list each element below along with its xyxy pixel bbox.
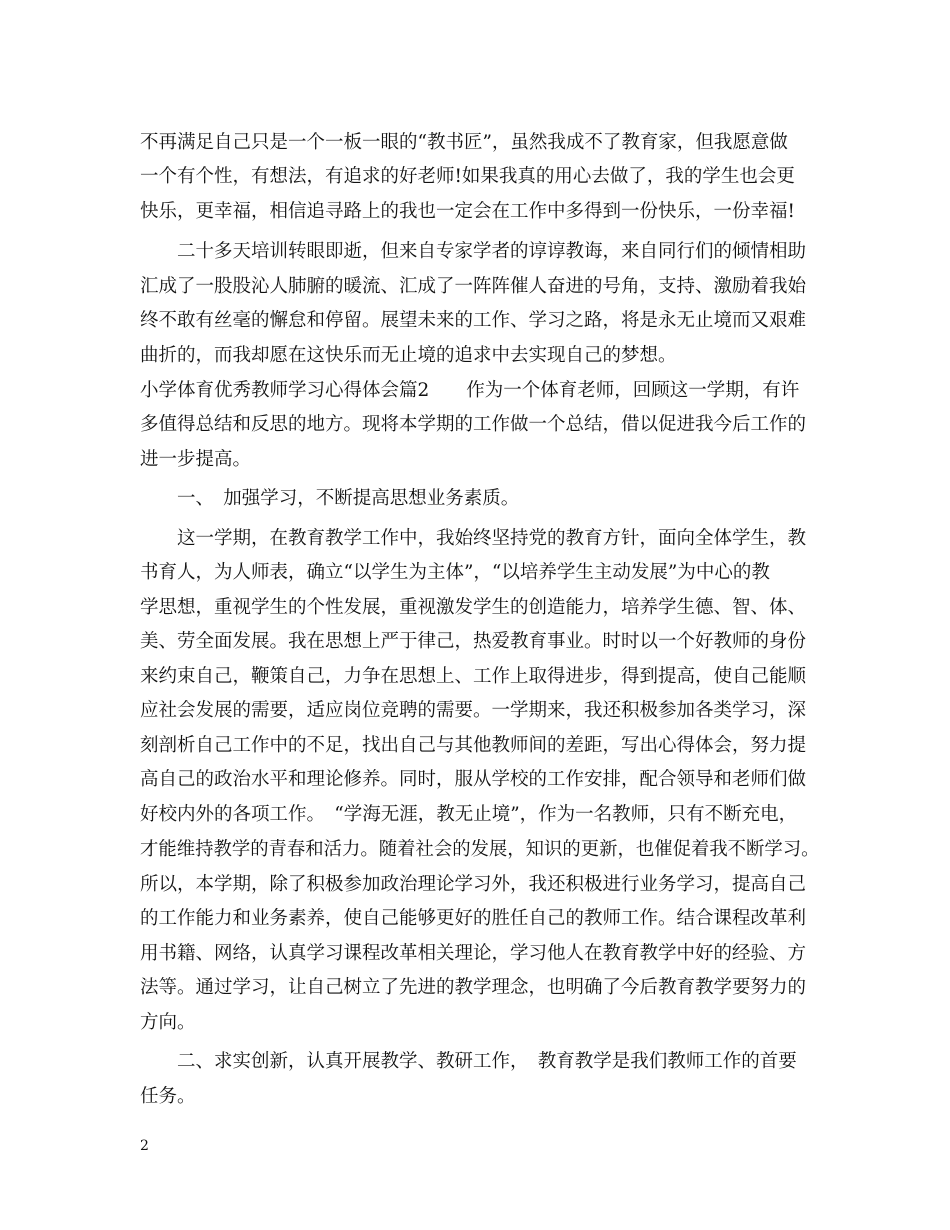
- text-line: 汇成了一股股沁人肺腑的暖流、汇成了一阵阵催人奋进的号角，支持、激励着我始: [140, 276, 807, 297]
- text-line: 刻剖析自己工作中的不足，找出自己与其他教师间的差距，写出心得体会，努力提: [140, 735, 807, 756]
- text-line: 来约束自己，鞭策自己，力争在思想上、工作上取得进步，得到提高，使自己能顺: [140, 666, 807, 687]
- text-line: 应社会发展的需要，适应岗位竞聘的需要。一学期来，我还积极参加各类学习，深: [140, 700, 807, 721]
- text-line: 一个有个性，有想法，有追求的好老师!如果我真的用心去做了，我的学生也会更: [140, 166, 795, 187]
- text-line: 不再满足自己只是一个一板一眼的“教书匠”，虽然我成不了教育家，但我愿意做: [140, 132, 788, 153]
- text-line: 方向。: [140, 1012, 196, 1033]
- text-line: 终不敢有丝毫的懈怠和停留。展望未来的工作、学习之路，将是永无止境而又艰难: [140, 310, 807, 331]
- text-line: 这一学期，在教育教学工作中，我始终坚持党的教育方针，面向全体学生，教: [140, 528, 807, 549]
- text-line: 法等。通过学习，让自己树立了先进的教学理念，也明确了今后教育教学要努力的: [140, 977, 807, 998]
- text-line: 美、劳全面发展。我在思想上严于律己，热爱教育事业。时时以一个好教师的身份: [140, 631, 807, 652]
- text-line: 的工作能力和业务素养，使自己能够更好的胜任自己的教师工作。结合课程改革利: [140, 908, 807, 929]
- text-line: 曲折的，而我却愿在这快乐而无止境的追求中去实现自己的梦想。: [140, 345, 677, 366]
- text-line: 书育人，为人师表，确立“以学生为主体”，“以培养学生主动发展”为中心的教: [140, 562, 770, 583]
- page-number: 2: [140, 1138, 149, 1154]
- text-line: 快乐，更幸福，相信追寻路上的我也一定会在工作中多得到一份快乐，一份幸福!: [140, 201, 795, 222]
- text-line: 所以，本学期，除了积极参加政治理论学习外，我还积极进行业务学习，提高自己: [140, 874, 807, 895]
- text-line: 用书籍、网络，认真学习课程改革相关理论，学习他人在教育教学中好的经验、方: [140, 943, 807, 964]
- text-line: 一、 加强学习，不断提高思想业务素质。: [140, 488, 520, 509]
- text-line: 多值得总结和反思的地方。现将本学期的工作做一个总结，借以促进我今后工作的: [140, 414, 807, 435]
- text-line: 小学体育优秀教师学习心得体会篇2 作为一个体育老师，回顾这一学期，有许: [140, 380, 800, 401]
- text-line: 高自己的政治水平和理论修养。同时，服从学校的工作安排，配合领导和老师们做: [140, 769, 807, 790]
- text-line: 好校内外的各项工作。 “学海无涯，教无止境”，作为一名教师，只有不断充电，: [140, 804, 798, 825]
- text-line: 任务。: [140, 1086, 196, 1107]
- text-line: 二十多天培训转眼即逝，但来自专家学者的谆谆教诲，来自同行们的倾情相助: [140, 241, 807, 262]
- text-line: 二、求实创新，认真开展教学、教研工作， 教育教学是我们教师工作的首要: [140, 1051, 797, 1072]
- text-line: 学思想，重视学生的个性发展，重视激发学生的创造能力，培养学生德、智、体、: [140, 597, 807, 618]
- text-line: 才能维持教学的青春和活力。随着社会的发展，知识的更新，也催促着我不断学习。: [140, 839, 820, 860]
- text-line: 进一步提高。: [140, 449, 252, 470]
